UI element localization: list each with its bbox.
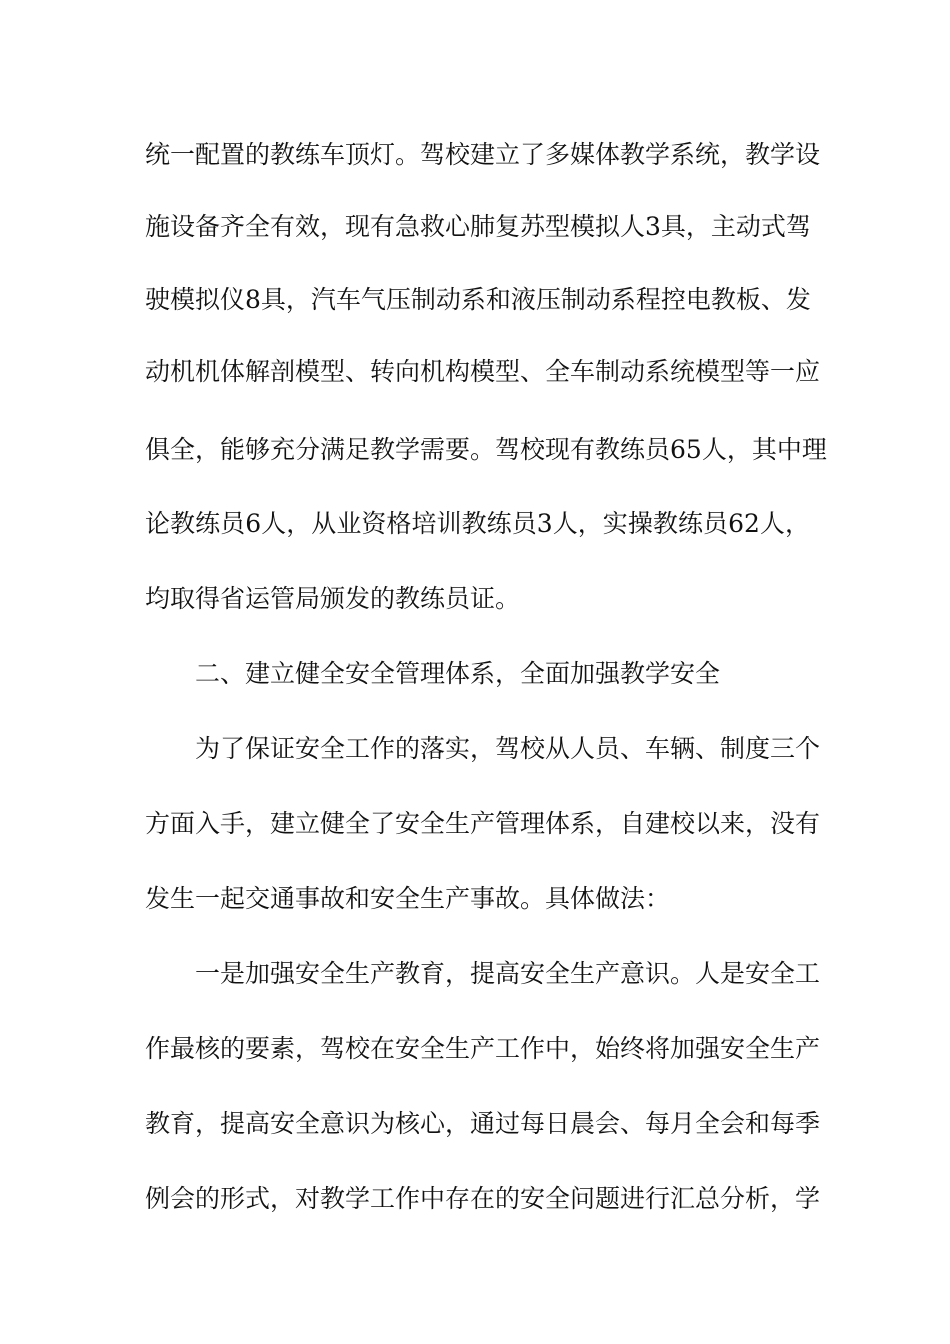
paragraph-line: 施设备齐全有效，现有急救心肺复苏型模拟人3具，主动式驾 <box>145 212 811 241</box>
section-heading: 二、建立健全安全管理体系，全面加强教学安全 <box>195 659 721 688</box>
paragraph-line: 一是加强安全生产教育，提高安全生产意识。人是安全工 <box>195 959 821 988</box>
paragraph-line: 驶模拟仪8具，汽车气压制动系和液压制动系程控电教板、发 <box>145 285 811 314</box>
paragraph-line: 动机机体解剖模型、转向机构模型、全车制动系统模型等一应 <box>145 357 821 386</box>
paragraph-line: 发生一起交通事故和安全生产事故。具体做法： <box>145 884 671 913</box>
paragraph-line: 论教练员6人，从业资格培训教练员3人，实操教练员62人， <box>145 509 810 538</box>
paragraph-line: 均取得省运管局颁发的教练员证。 <box>145 584 521 613</box>
paragraph-line: 例会的形式，对教学工作中存在的安全问题进行汇总分析，学 <box>145 1184 821 1213</box>
paragraph-line: 为了保证安全工作的落实，驾校从人员、车辆、制度三个 <box>195 734 821 763</box>
paragraph-line: 方面入手，建立健全了安全生产管理体系，自建校以来，没有 <box>145 809 821 838</box>
paragraph-line: 教育，提高安全意识为核心，通过每日晨会、每月全会和每季 <box>145 1109 821 1138</box>
paragraph-line: 俱全，能够充分满足教学需要。驾校现有教练员65人，其中理 <box>145 435 827 464</box>
paragraph-line: 作最核的要素，驾校在安全生产工作中，始终将加强安全生产 <box>145 1034 821 1063</box>
paragraph-line: 统一配置的教练车顶灯。驾校建立了多媒体教学系统，教学设 <box>145 140 821 169</box>
